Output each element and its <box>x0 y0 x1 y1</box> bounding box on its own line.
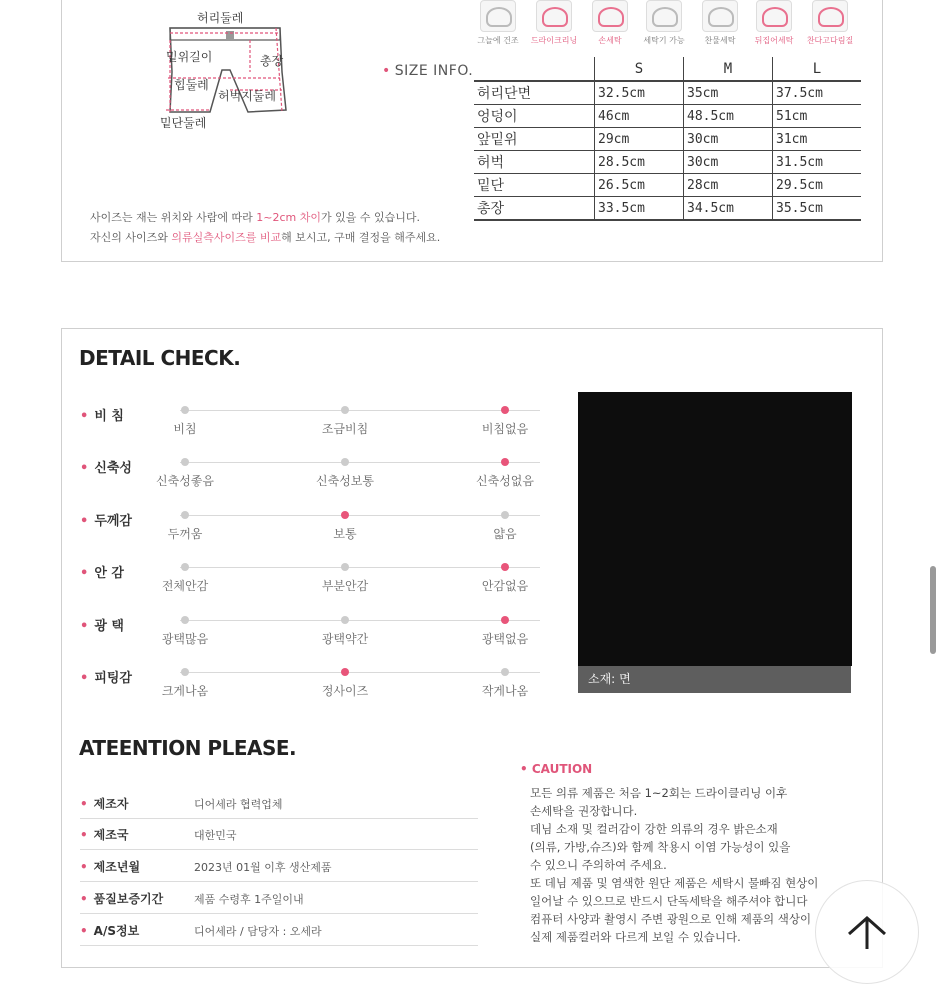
detail-option: 부분안감 <box>321 579 369 594</box>
detail-scale-line <box>180 462 540 463</box>
size-table-header <box>474 57 861 81</box>
care-hand-wash: 손세탁 <box>592 0 628 46</box>
scale-dot <box>501 511 509 519</box>
selected-dot <box>501 563 509 571</box>
attn-row-warranty: • 품질보증기간 제품 수령후 1주일이내 <box>80 883 478 914</box>
detail-scale-line <box>180 515 540 516</box>
table-row: 앞밑위 29cm 30cm 31cm <box>474 128 861 151</box>
rise-label: 밑위길이 <box>166 50 213 64</box>
caution-text: 모든 의류 제품은 처음 1~2회는 드라이클리닝 이후 손세탁을 권장합니다. 데님 소재 및 컬러감이 강한 의류의 경우 밝은소재 (의류, 가방,슈즈)와 함께 착용시 이염 가능성이 있을 수 있으니 주의하여 주세요. 또 데님 제품 및 염색한 원단 제품은 세탁시 물빠짐 현상이 일어날 수 있으므로 반드시 단독세탁을 해주셔야 합니다 컴퓨터 사양과 촬영시 주변 광원으로 인해 제품의 색상이 실제 제품컬러와 다르게 보일 수 있습니다. <box>530 786 819 944</box>
care-inside-out: 뒤집어세탁 <box>756 0 792 46</box>
attn-row-date: • 제조년월 2023년 01월 이후 생산제품 <box>80 851 478 882</box>
scale-dot <box>341 406 349 414</box>
detail-option: 비침없음 <box>481 422 529 436</box>
detail-row-label: • 신축성 <box>80 461 132 477</box>
selected-dot <box>341 668 349 676</box>
scale-dot <box>181 563 189 571</box>
detail-option: 광택약간 <box>321 631 369 646</box>
inside-out-wash-icon <box>756 0 792 32</box>
size-table <box>474 57 861 221</box>
detail-option: 보통 <box>333 526 357 541</box>
size-col-l: L <box>773 57 862 81</box>
length-label: 총장 <box>260 54 284 68</box>
selected-dot <box>501 458 509 466</box>
detail-check-title: DETAIL CHECK. <box>79 346 241 370</box>
care-cold-wash: 찬물세탁 <box>702 0 738 46</box>
detail-option: 정사이즈 <box>321 684 369 698</box>
table-row: 엉덩이 46cm 48.5cm 51cm <box>474 105 861 128</box>
detail-option: 작게나옴 <box>481 684 529 698</box>
detail-option: 광택없음 <box>481 631 529 646</box>
care-hang-dry: 그늘에 건조 <box>480 0 516 46</box>
scale-dot <box>181 458 189 466</box>
attn-row-country: • 제조국 대한민국 <box>80 819 478 850</box>
attn-row-as: • A/S정보 디어세라 / 담당자 : 오세라 <box>80 915 478 946</box>
detail-option: 신축성좋음 <box>156 474 214 489</box>
page-scrollbar[interactable] <box>930 566 936 654</box>
detail-row-label: • 안 감 <box>80 566 124 582</box>
cold-wash-icon <box>702 0 738 32</box>
detail-option: 광택많음 <box>161 631 209 646</box>
scale-dot <box>181 511 189 519</box>
hang-dry-icon <box>480 0 516 32</box>
fabric-swatch-image <box>578 392 852 666</box>
detail-scale-line <box>180 410 540 411</box>
caution-title: • CAUTION <box>520 762 593 776</box>
detail-scale-line <box>180 620 540 621</box>
scale-dot <box>181 616 189 624</box>
detail-option: 조금비침 <box>321 422 369 436</box>
attn-row-manufacturer: • 제조자 디어세라 협력업체 <box>80 788 478 819</box>
selected-dot <box>501 616 509 624</box>
scroll-to-top-button[interactable] <box>815 880 919 984</box>
detail-row <box>80 455 550 505</box>
detail-row-label: • 두께감 <box>80 513 132 529</box>
detail-row <box>80 403 550 453</box>
detail-row-label: • 광 택 <box>80 618 124 634</box>
machine-wash-icon <box>646 0 682 32</box>
table-row: 허리단면 32.5cm 35cm 37.5cm <box>474 81 861 105</box>
care-dry-clean: 드라이크리닝 <box>536 0 572 46</box>
detail-option: 얇음 <box>493 526 517 541</box>
scale-dot <box>501 668 509 676</box>
table-row: 허벅 28.5cm 30cm 31.5cm <box>474 151 861 174</box>
detail-row-label: • 비 침 <box>80 409 124 424</box>
hem-label: 밑단둘레 <box>160 116 207 130</box>
detail-row <box>80 665 550 715</box>
scale-dot <box>341 616 349 624</box>
detail-row <box>80 508 550 558</box>
scale-dot <box>181 668 189 676</box>
iron-icon <box>812 0 848 32</box>
detail-row <box>80 613 550 663</box>
material-label: 소재: <box>588 672 616 686</box>
detail-option: 안감없음 <box>481 579 529 594</box>
detail-option: 두꺼움 <box>167 526 203 541</box>
detail-option: 신축성없음 <box>476 474 534 489</box>
size-col-s: S <box>595 57 684 81</box>
detail-row-label: • 피팅감 <box>80 671 132 686</box>
size-col-m: M <box>684 57 773 81</box>
arrow-up-icon <box>846 915 888 949</box>
care-iron: 찬다고다림질 <box>812 0 848 46</box>
material-bar <box>578 666 851 693</box>
size-note-1: 사이즈는 재는 위치와 사람에 따라 1~2cm 차이가 있을 수 있습니다. <box>90 211 420 224</box>
dry-clean-icon <box>536 0 572 32</box>
detail-scale-line <box>180 672 540 673</box>
detail-option: 신축성보통 <box>316 474 374 489</box>
care-machine-wash: 세탁기 가능 <box>646 0 682 46</box>
material-value: 면 <box>619 672 631 686</box>
hip-label: 힙둘레 <box>174 78 209 92</box>
scale-dot <box>181 406 189 414</box>
attention-title: ATEENTION PLEASE. <box>79 736 297 760</box>
detail-option: 크게나옴 <box>161 684 209 698</box>
shorts-measurement-diagram <box>100 0 290 135</box>
hand-wash-icon <box>592 0 628 32</box>
waist-label: 허리둘레 <box>197 11 244 25</box>
size-note-2: 자신의 사이즈와 의류실측사이즈를 비교해 보시고, 구매 결정을 해주세요. <box>90 231 441 244</box>
size-info-title: • SIZE INFO. <box>382 63 474 79</box>
detail-option: 비침 <box>173 422 197 436</box>
detail-row <box>80 560 550 610</box>
thigh-label: 허벅지둘레 <box>218 89 276 103</box>
selected-dot <box>501 406 509 414</box>
table-row: 총장 33.5cm 34.5cm 35.5cm <box>474 197 861 221</box>
selected-dot <box>341 511 349 519</box>
detail-option: 전체안감 <box>161 579 209 594</box>
detail-scale-line <box>180 567 540 568</box>
scale-dot <box>341 458 349 466</box>
scale-dot <box>341 563 349 571</box>
table-row: 밑단 26.5cm 28cm 29.5cm <box>474 174 861 197</box>
